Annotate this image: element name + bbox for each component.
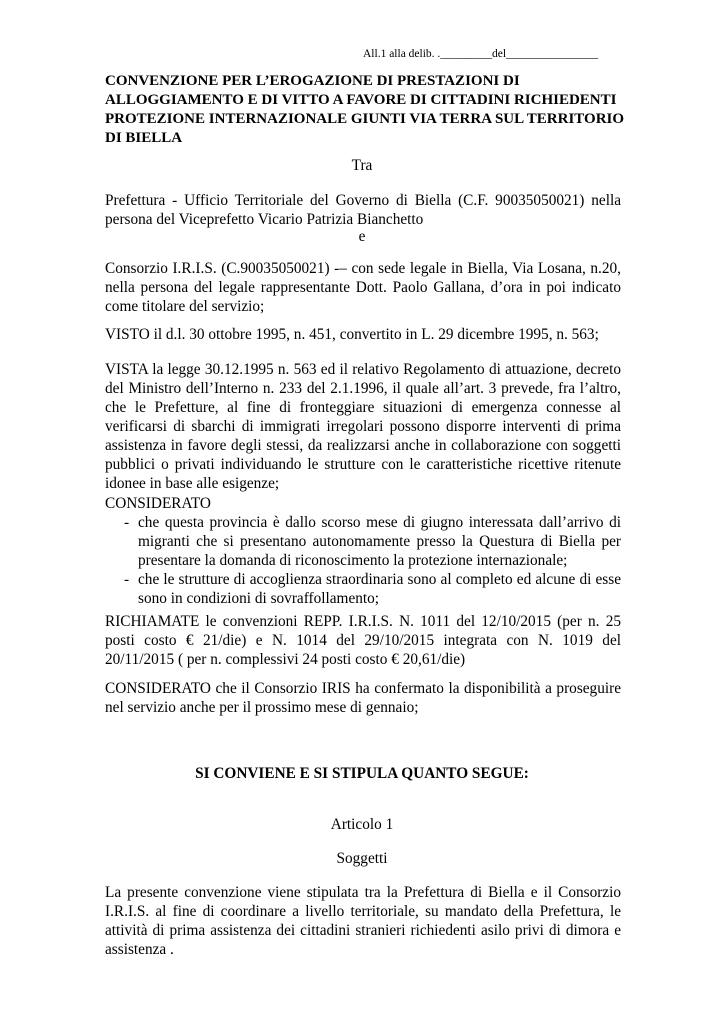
attachment-reference: All.1 alla delib. ._________del________________ xyxy=(363,48,599,60)
article-number: Articolo 1 xyxy=(330,816,394,833)
list-item xyxy=(105,570,621,608)
considerato-heading: CONSIDERATO xyxy=(105,495,211,512)
vista-paragraph: VISTA la legge 30.12.1995 n. 563 ed il relativo Regolamento di attuazione, decreto del Ministro dell’Interno n. 233 del 2.1.1996, il quale all’art. 3 prevede, fra l’altro, che le Prefetture, al fine di fronteggiare situazioni di emergenza connesse al verificarsi di sbarchi di immigrati irregolari possono disporre interventi di prima assistenza in favore degli stessi, da realizzarsi anche in collaborazione con soggetti pubblici o privati individuando le strutture con le caratteristiche ricettive ritenute idonee in base alle esigenze; xyxy=(105,361,621,492)
visto-paragraph: VISTO il d.l. 30 ottobre 1995, n. 451, convertito in L. 29 dicembre 1995, n. 563; xyxy=(105,326,599,343)
and-label: e xyxy=(358,228,366,245)
between-label: Tra xyxy=(351,157,373,174)
dash-bullet: - xyxy=(124,571,130,588)
article-title: Soggetti xyxy=(336,850,388,867)
considerato-iris-paragraph: CONSIDERATO che il Consorzio IRIS ha confermato la disponibilità a proseguire nel servizio anche per il prossimo mese di gennaio; xyxy=(105,680,621,716)
considerato-list xyxy=(105,513,621,608)
list-item xyxy=(105,513,621,570)
party-prefettura: Prefettura - Ufficio Territoriale del Governo di Biella (C.F. 90035050021) nella persona del Viceprefetto Vicario Patrizia Bianchetto xyxy=(105,192,621,228)
dash-bullet: - xyxy=(124,514,130,531)
article-body: La presente convenzione viene stipulata tra la Prefettura di Biella e il Consorzio I.R.I.S. al fine di coordinare a livello territoriale, su mandato della Prefettura, le attività di prima assistenza dei cittadini stranieri richiedenti asilo privi di dimora e assistenza . xyxy=(105,884,621,958)
richiamate-paragraph: RICHIAMATE le convenzioni REPP. I.R.I.S. N. 1011 del 12/10/2015 (per n. 25 posti costo € 21/die) e N. 1014 del 29/10/2015 integrata con N. 1019 del 20/11/2015 ( per n. complessivi 24 posti costo € 20,61/die) xyxy=(105,613,621,668)
party-consorzio: Consorzio I.R.I.S. (C.90035050021) -– con sede legale in Biella, Via Losana, n.20, nella persona del legale rappresentante Dott. Paolo Gallana, d’ora in poi indicato come titolare del servizio; xyxy=(105,260,621,315)
list-item-text: che questa provincia è dallo scorso mese di giugno interessata dall’arrivo di migranti che si presentano autonomamente presso la Questura di Biella per presentare la domanda di riconoscimento la protezione internazionale; xyxy=(138,514,621,569)
list-item-text: che le strutture di accoglienza straordinaria sono al completo ed alcune di esse sono in condizioni di sovraffollamento; xyxy=(138,571,621,607)
agreement-heading: SI CONVIENE E SI STIPULA QUANTO SEGUE: xyxy=(195,765,529,782)
document-title: CONVENZIONE PER L’EROGAZIONE DI PRESTAZIONI DI ALLOGGIAMENTO E DI VITTO A FAVORE DI CITTADINI RICHIEDENTI PROTEZIONE INTERNAZIONALE GIUNTI VIA TERRA SUL TERRITORIO DI BIELLA xyxy=(105,73,625,146)
